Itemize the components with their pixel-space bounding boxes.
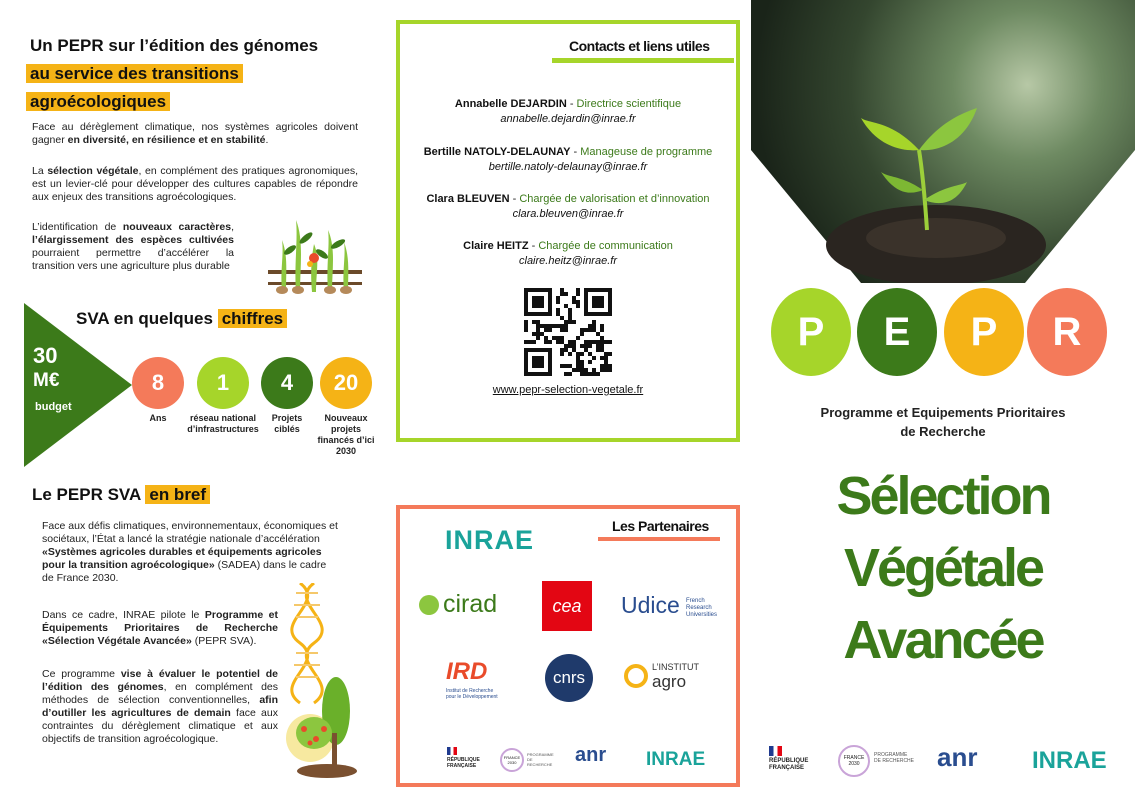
figure-circle: 20 (320, 357, 372, 409)
rf-flag-icon (447, 747, 457, 755)
contact-email[interactable]: clara.bleuven@inrae.fr (512, 208, 624, 220)
contact-separator: - (570, 146, 581, 158)
cnrs-logo: cnrs (545, 654, 593, 702)
figure-circle: 4 (261, 357, 313, 409)
contact-email[interactable]: claire.heitz@inrae.fr (519, 255, 617, 267)
contact-email[interactable]: bertille.natoly-delaunay@inrae.fr (488, 161, 648, 173)
figure-label: réseau national d’infrastructures (187, 413, 259, 434)
contact-entry (400, 145, 736, 175)
intro-paragraph-3: L’identification de nouveaux caractères, l’élargissement des espèces cultivées pourraient permettre d’accélérer la transition vers une agriculture plus durable (32, 221, 234, 272)
figure-circle: 1 (197, 357, 249, 409)
contacts-title: Contacts et liens utiles (569, 38, 710, 54)
pepr-letter-circle: E (857, 288, 937, 376)
udice-logo: Udice (621, 592, 680, 618)
cirad-logo: cirad (443, 590, 498, 618)
contact-entry (400, 97, 736, 127)
anr-logo-small: anr (575, 744, 607, 766)
inrae-logo: INRAE (445, 525, 535, 555)
france2030-logo-right: FRANCE 2030 (838, 745, 870, 777)
brief-paragraph-1: Face aux défis climatiques, environnementaux, économiques et sociétaux, l’État a lancé la stratégie nationale d’accélération «Systèmes agricoles durables et équipements agricoles pour la transition agroécologique» (SADEA) dans le cadre de France 2030. (42, 520, 338, 584)
inrae-logo-small: INRAE (646, 749, 706, 770)
contact-name: Clara BLEUVEN (426, 193, 510, 205)
pepr-letter-circle: R (1027, 288, 1107, 376)
contacts-box (396, 20, 740, 442)
figure-label: Ans (149, 413, 167, 423)
pepr-letter-circle: P (944, 288, 1024, 376)
partners-title: Les Partenaires (612, 518, 709, 534)
agro-ring-icon (624, 664, 648, 688)
left-title-line3: agroécologiques (26, 90, 170, 114)
contact-role: Chargée de communication (538, 240, 673, 252)
cea-logo: cea (542, 581, 592, 631)
rf-logo-small: RÉPUBLIQUE FRANÇAISE (447, 757, 480, 769)
agro-logo-top: L’INSTITUT (652, 662, 700, 672)
figure-circle: 8 (132, 357, 184, 409)
pepr-letter-circle: P (771, 288, 851, 376)
contact-separator: - (566, 98, 577, 110)
pepr-program-right: PROGRAMME DE RECHERCHE (874, 752, 915, 764)
contact-name: Annabelle DEJARDIN (454, 98, 567, 110)
france2030-logo-small: FRANCE 2030 (500, 748, 524, 772)
intro-paragraph-2: La sélection végétale, en complément des pratiques agronomiques, est un levier-clé pour développer des cultures capables de répondre aux enjeux des transitions agroécologiques. (32, 165, 358, 203)
brief-title: Le PEPR SVA en bref (32, 483, 210, 507)
contact-separator: - (509, 193, 520, 205)
ird-subtitle: Institut de Recherche pour le Développement (446, 688, 498, 700)
left-title-line1: Un PEPR sur l’édition des génomes (30, 36, 319, 55)
pepr-program-small: PROGRAMME DE RECHERCHE (527, 752, 554, 767)
ird-logo: IRD (446, 658, 488, 685)
brief-paragraph-2: Dans ce cadre, INRAE pilote le Programme et Équipements Prioritaires de Recherche «Sélection Végétale Avancée» (PEPR SVA). (42, 609, 279, 647)
plants-illustration (262, 210, 366, 300)
budget-unit: M€ (33, 370, 60, 391)
website-link[interactable]: www.pepr-selection-vegetale.fr (492, 384, 644, 396)
seedling-icon (751, 0, 1135, 283)
anr-logo-right: anr (937, 742, 978, 772)
figures-title: SVA en quelques chiffres (76, 307, 287, 331)
seedling-photo (751, 0, 1135, 283)
contact-role: Chargée de valorisation et d’innovation (519, 193, 710, 205)
contact-entry (400, 239, 736, 269)
agro-logo-bottom: agro (652, 672, 687, 691)
contact-name: Claire HEITZ (463, 240, 529, 252)
rf-flag-icon-right (769, 746, 782, 756)
contact-separator: - (528, 240, 539, 252)
budget-label: budget (35, 401, 72, 413)
figure-label: Projets ciblés (271, 413, 303, 434)
intro-paragraph-1: Face au dérèglement climatique, nos systèmes agricoles doivent gagner en diversité, en résilience et en stabilité. (32, 121, 358, 146)
inrae-logo-right: INRAE (1032, 747, 1107, 774)
partners-title-underline (598, 537, 720, 541)
left-title-line2: au service des transitions (26, 62, 243, 86)
dna-tree-illustration (282, 583, 362, 783)
brief-paragraph-3: Ce programme vise à évaluer le potentiel de l’édition des génomes, en complément des méthodes de sélection conventionnelles, afin d’outiller les agricultures de demain face aux contraintes du dérèglement climatique et aux objectifs de transition agroécologique. (42, 668, 278, 745)
qr-code[interactable] (524, 288, 612, 376)
udice-subtitle: French Research Universities (686, 598, 718, 618)
contact-entry (400, 192, 736, 222)
main-title: Sélection Végétale Avancée (836, 466, 1050, 670)
rf-logo-right: RÉPUBLIQUE FRANÇAISE (769, 758, 809, 771)
figure-label: Nouveaux projets financés d’ici 2030 (317, 413, 375, 456)
contact-role: Manageuse de programme (580, 146, 713, 158)
budget-value: 30 (33, 343, 58, 368)
contact-name: Bertille NATOLY-DELAUNAY (423, 146, 571, 158)
contact-role: Directrice scientifique (576, 98, 682, 110)
contacts-title-underline (552, 58, 734, 63)
contact-email[interactable]: annabelle.dejardin@inrae.fr (500, 113, 636, 125)
pepr-subtitle: Programme et Equipements Prioritaires de Recherche (820, 405, 1066, 439)
cirad-leaf-icon (419, 595, 439, 615)
